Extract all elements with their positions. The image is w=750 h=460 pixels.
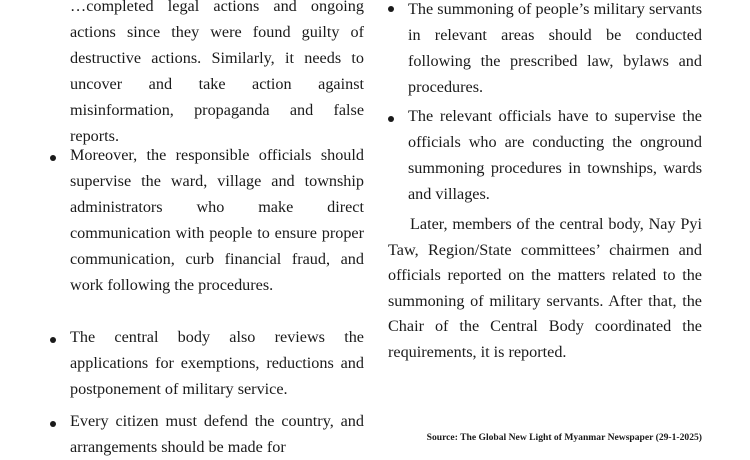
bullet-text: The summoning of people’s military servants in relevant areas should be conducted following the prescribed law, bylaws and procedures. <box>408 0 702 96</box>
bullet-text: Every citizen must defend the country, and arrangements should be made for <box>70 412 364 456</box>
source-credit: Source: The Global New Light of Myanmar Newspaper (29-1-2025) <box>426 432 702 443</box>
bullet-icon <box>388 116 394 122</box>
bullet-text: The central body also reviews the applications for exemptions, reductions and postponement of military service. <box>70 328 364 398</box>
bullet-icon <box>388 6 394 12</box>
continuation-text: …completed legal actions and ongoing actions since they were found guilty of destructive actions. Similarly, it needs to uncover and take action against misinformation, propaganda and false reports. <box>70 0 364 145</box>
bullet-text: The relevant officials have to supervise the officials who are conducting the onground summoning procedures in townships, wards and villages. <box>408 107 702 203</box>
bullet-icon <box>50 155 56 161</box>
bullet-icon <box>50 421 56 427</box>
bullet-icon <box>50 337 56 343</box>
bullet-text: Moreover, the responsible officials should supervise the ward, village and township administrators who make direct communication with people to ensure proper communication, curb financial fraud, and work following the procedures. <box>70 146 364 294</box>
body-paragraph: Later, members of the central body, Nay Pyi Taw, Region/State committees’ chairmen and officials reported on the matters related to the summoning of military servants. After that, the Chair of the Central Body coordinated the requirements, it is reported. <box>388 215 702 361</box>
